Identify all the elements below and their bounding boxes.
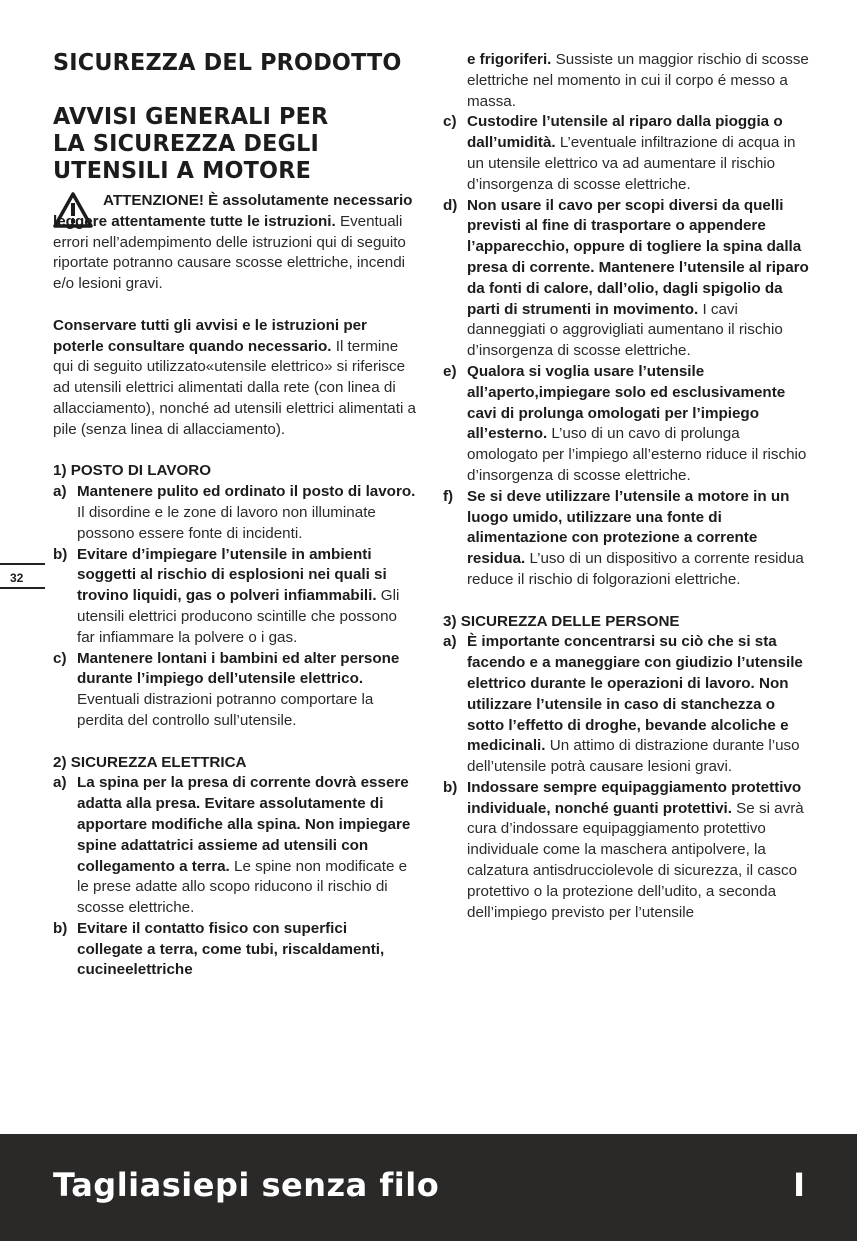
list-item: c) Mantenere lontani i bambini ed alter persone durante l’impiego dell’utensile elettrico. Eventuali distrazioni potranno comportare la perdita del controllo sull’utensile. <box>53 649 400 729</box>
page-number: 32 <box>0 563 45 589</box>
section-work-area-heading: 1) POSTO DI LAVORO <box>53 462 212 480</box>
list-item: a) È importante concentrarsi su ciò che si sta facendo e a maneggiare con giudizio l’utensile elettrico durante le operazioni di lavoro. Non utilizzare l’utensile in caso di stanchezza o sotto l’effetto di droghe, bevande alcoliche e medicinali. Un attimo di distrazione durante l’uso dell’utensile potrà causare lesioni gravi. <box>443 633 803 776</box>
left-column <box>53 50 417 981</box>
list-item: b) Evitare il contatto fisico con superfici collegate a terra, come tubi, riscaldamenti, cucineelettriche <box>53 919 385 979</box>
list-item-continued: e frigoriferi. Sussiste un maggior rischio di scosse elettriche nel momento in cui il corpo é messo a massa. <box>467 51 809 110</box>
right-column <box>443 50 813 923</box>
language-indicator: I <box>793 1166 805 1204</box>
footer-bar <box>0 1134 857 1241</box>
list-item: a) La spina per la presa di corrente dovrà essere adatta alla presa. Evitare assolutamente di apportare modifiche alla spina. Non impiegare spine adattatrici assieme ad utensili con collegamento a terra. Le spine non modificate e le prese adatte allo scopo riducono il rischio di scosse elettriche. <box>53 774 411 917</box>
footer-title: Tagliasiepi senza filo <box>53 1166 440 1204</box>
keep-instructions-paragraph: Conservare tutti gli avvisi e le istruzioni per poterle consultare quando necessario. Il termine qui di seguito utilizzato«utensile elettrico» si riferisce ad utensili elettrici alimentati dalla rete (con linea di allacciamento), nonché ad utensili elettrici alimentati a pile (senza linea di allacciamento). <box>53 316 417 438</box>
list-item: e) Qualora si voglia usare l’utensile all’aperto,impiegare solo ed esclusivamente cavi di prolunga omologati per l’impiego all’esterno. L’uso di un cavo di prolunga omologato per l’impiego all’esterno riduce il rischio d’insorgenza di scosse elettriche. <box>443 362 807 484</box>
list-item: b) Evitare d’impiegare l’utensile in ambienti soggetti al rischio di esplosioni nei quali si trovino liquidi, gas o polveri infiammabili. Gli utensili elettrici producono scintille che possono far infiammare la polvere o i gas. <box>53 545 400 646</box>
title-line: UTENSILI A MOTORE <box>53 158 312 184</box>
section-personal-safety-heading: 3) SICUREZZA DELLE PERSONE <box>443 612 680 630</box>
title-line: LA SICUREZZA DEGLI <box>53 131 320 157</box>
list-item: a) Mantenere pulito ed ordinato il posto di lavoro. Il disordine e le zone di lavoro non illuminate possono essere fonte di incidenti. <box>53 483 416 542</box>
title-line: AVVISI GENERALI PER <box>53 104 329 130</box>
warning-paragraph: ATTENZIONE! È assolutamente necessario leggere attentamente tutte le istruzioni. Eventuali errori nell’adempimento delle istruzioni qui di seguito riportate potranno causare scosse elettriche, incendi e/o lesioni gravi. <box>53 192 413 293</box>
section-electrical-heading: 2) SICUREZZA ELETTRICA <box>53 753 247 771</box>
list-item: f) Se si deve utilizzare l’utensile a motore in un luogo umido, utilizzare una fonte di alimentazione con protezione a corrente residua. L’uso di un dispositivo a corrente residua reduce il rischio di folgorazioni elettriche. <box>443 487 804 588</box>
product-safety-title: SICUREZZA DEL PRODOTTO <box>53 50 402 76</box>
list-item: d) Non usare il cavo per scopi diversi da quelli previsti al fine di trasportare o appendere l’apparecchio, oppure di togliere la spina dalla presa di corrente. Mantenere l’utensile al riparo da fonti di calore, dall’olio, dagli spigolio da parti di strumenti in movimento. I cavi danneggiati o aggrovigliati aumentano il rischio d’insorgenza di scosse elettriche. <box>443 196 809 360</box>
general-warnings-title <box>53 104 406 185</box>
list-item: b) Indossare sempre equipaggiamento protettivo individuale, nonché guanti protettivi. Se si avrà cura d’indossare equipaggiamento protettivo individuale come la maschera antipolvere, la calzatura antisdrucciolevole di sicurezza, il casco protettivo o la protezione dell’udito, a seconda dell’impiego previsto per l’utensile <box>443 778 804 921</box>
list-item: c) Custodire l’utensile al riparo dalla pioggia o dall’umidità. L’eventuale infiltrazione di acqua in un utensile elettrico va ad aumentare il rischio d’insorgenza di scosse elettriche. <box>443 113 796 193</box>
